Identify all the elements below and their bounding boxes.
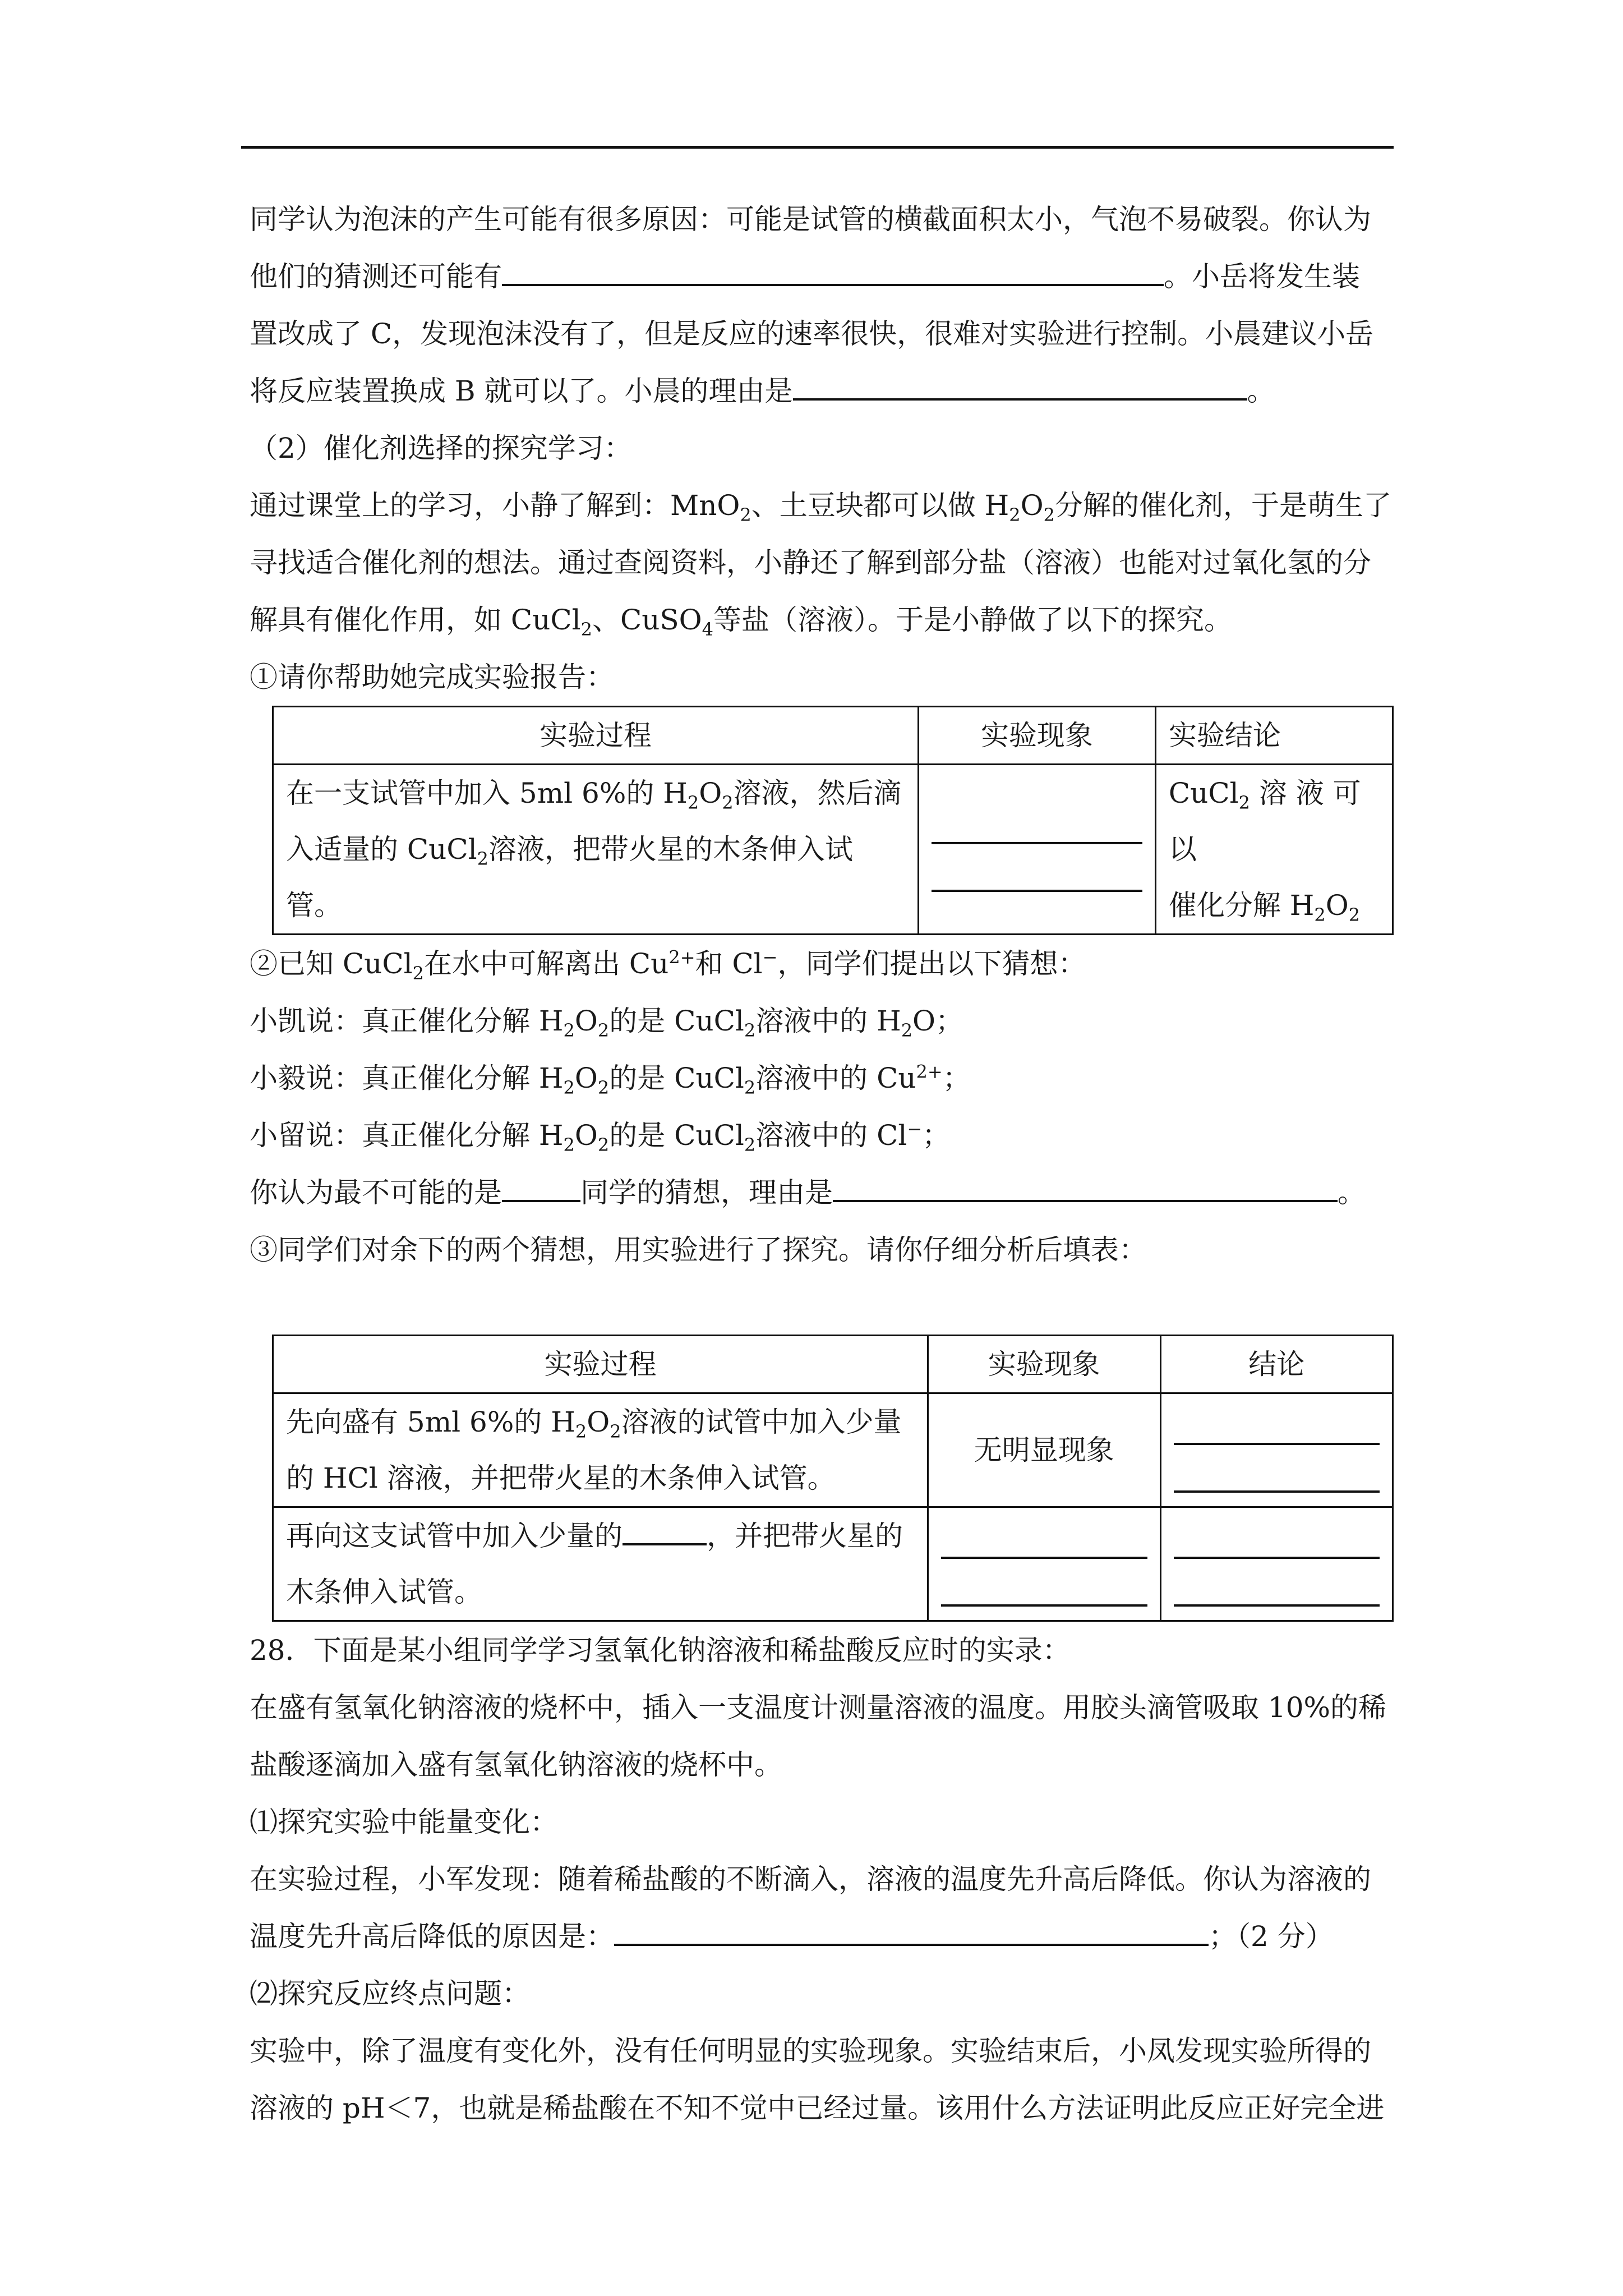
table-header: 结论	[1160, 1336, 1393, 1393]
procedure-cell: 先向盛有 5ml 6%的 $H_2O_2$溶液的试管中加入少量 的 HCl 溶液，并把带火星的木条伸入试管。	[273, 1393, 928, 1507]
answer-blank[interactable]	[502, 1167, 580, 1202]
paragraph-line: 置改成了 C，发现泡沫没有了，但是反应的速率很快，很难对实验进行控制。小晨建议小岳	[250, 318, 1374, 350]
conclusion-cell: CuCl$_2$ 溶 液 可 以 催化分解 $H_2O_2$	[1155, 765, 1393, 935]
paragraph-line: 在实验过程，小军发现：随着稀盐酸的不断滴入，溶液的温度先升高后降低。你认为溶液的	[250, 1863, 1371, 1895]
answer-blank[interactable]	[941, 1522, 1147, 1559]
table-row	[273, 1393, 1393, 1507]
answer-blank[interactable]	[932, 855, 1142, 892]
answer-blank[interactable]	[1174, 1522, 1380, 1559]
paragraph-line: 将反应装置换成 B 就可以了。小晨的理由是 。	[250, 362, 1394, 420]
paragraph-line: 溶液的 pH＜7，也就是稀盐酸在不知不觉中已经过量。该用什么方法证明此反应正好完全进	[250, 2092, 1385, 2124]
answer-blank[interactable]	[1174, 1570, 1380, 1607]
paragraph-line: ②已知 CuCl$_2$在水中可解离出 $Cu^{2+}$和 Cl−，同学们提出以下猜想：	[250, 946, 1086, 984]
procedure-cell: 再向这支试管中加入少量的 ，并把带火星的 木条伸入试管。	[273, 1507, 928, 1621]
table-header: 实验过程	[273, 1336, 928, 1393]
phenomenon-cell	[928, 1507, 1160, 1621]
conclusion-cell	[1160, 1507, 1393, 1621]
answer-blank[interactable]	[793, 366, 1247, 401]
answer-blank[interactable]	[1174, 1408, 1380, 1445]
table-header: 实验现象	[918, 707, 1155, 765]
answer-blank[interactable]	[623, 1511, 707, 1545]
paragraph-line: 解具有催化作用，如 CuCl$_2$、CuSO$_4$等盐（溶液）。于是小静做了以下的探究。	[250, 604, 1233, 640]
guess-xiaoyi: 小毅说：真正催化分解 $H_2O_2$的是 CuCl$_2$溶液中的 $Cu^{2+}$；	[250, 1061, 971, 1098]
paragraph-line: 实验中，除了温度有变化外，没有任何明显的实验现象。实验结束后，小凤发现实验所得的	[250, 2035, 1371, 2067]
guess-xiaokai: 小凯说：真正催化分解 $H_2O_2$的是 CuCl$_2$溶液中的 $H_2O$；	[250, 1005, 964, 1041]
subsection-title: ⑴探究实验中能量变化：	[250, 1806, 558, 1838]
conclusion-cell	[1160, 1393, 1393, 1507]
paragraph-line: 温度先升高后降低的原因是： ；（2 分）	[250, 1908, 1394, 1965]
table-row	[273, 765, 1393, 935]
table-header: 实验现象	[928, 1336, 1160, 1393]
phenomenon-cell	[918, 765, 1155, 935]
answer-blank[interactable]	[932, 807, 1142, 844]
question-3: ③同学们对余下的两个猜想，用实验进行了探究。请你仔细分析后填表：	[250, 1234, 1147, 1266]
header-rule	[241, 146, 1394, 149]
procedure-cell: 在一支试管中加入 5ml 6%的 $H_2O_2$溶液，然后滴 入适量的 CuCl$_2$溶液，把带火星的木条伸入试管。	[273, 765, 919, 935]
section-title: （2）催化剂选择的探究学习：	[250, 432, 632, 464]
paragraph-line: 盐酸逐滴加入盛有氢氧化钠溶液的烧杯中。	[250, 1749, 782, 1781]
answer-blank[interactable]	[833, 1167, 1338, 1202]
paragraph-line: 你认为最不可能的是 同学的猜想，理由是 。	[250, 1164, 1394, 1221]
paragraph-line: 同学认为泡沫的产生可能有很多原因：可能是试管的横截面积太小，气泡不易破裂。你认为	[250, 203, 1371, 236]
report-table-1	[272, 706, 1394, 935]
answer-blank[interactable]	[1174, 1456, 1380, 1493]
answer-blank[interactable]	[614, 1911, 1209, 1946]
table-header: 实验过程	[273, 707, 919, 765]
paragraph-line: 他们的猜测还可能有 。小岳将发生装	[250, 248, 1394, 305]
guess-xiaoliu: 小留说：真正催化分解 $H_2O_2$的是 CuCl$_2$溶液中的 Cl−；	[250, 1118, 951, 1156]
answer-blank[interactable]	[941, 1570, 1147, 1607]
table-header-row	[273, 1336, 1393, 1393]
report-table-2	[272, 1335, 1394, 1622]
subsection-title: ⑵探究反应终点问题：	[250, 1977, 530, 2010]
paragraph-line: 通过课堂上的学习，小静了解到：MnO$_2$、土豆块都可以做 $H_2O_2$分解的催化剂，于是萌生了	[250, 489, 1391, 526]
table-header: 实验结论	[1155, 707, 1393, 765]
phenomenon-cell: 无明显现象	[928, 1393, 1160, 1507]
table-header-row	[273, 707, 1393, 765]
answer-blank[interactable]	[502, 251, 1164, 286]
paragraph-line: 寻找适合催化剂的想法。通过查阅资料，小静还了解到部分盐（溶液）也能对过氧化氢的分	[250, 546, 1371, 579]
document-body	[250, 191, 1394, 2137]
table-row	[273, 1507, 1393, 1621]
question-1: ①请你帮助她完成实验报告：	[250, 661, 614, 693]
paragraph-line: 在盛有氢氧化钠溶液的烧杯中，插入一支温度计测量溶液的温度。用胶头滴管吸取 10%的稀	[250, 1691, 1387, 1724]
question-28-title: 28．下面是某小组同学学习氢氧化钠溶液和稀盐酸反应时的实录：	[250, 1634, 1071, 1667]
